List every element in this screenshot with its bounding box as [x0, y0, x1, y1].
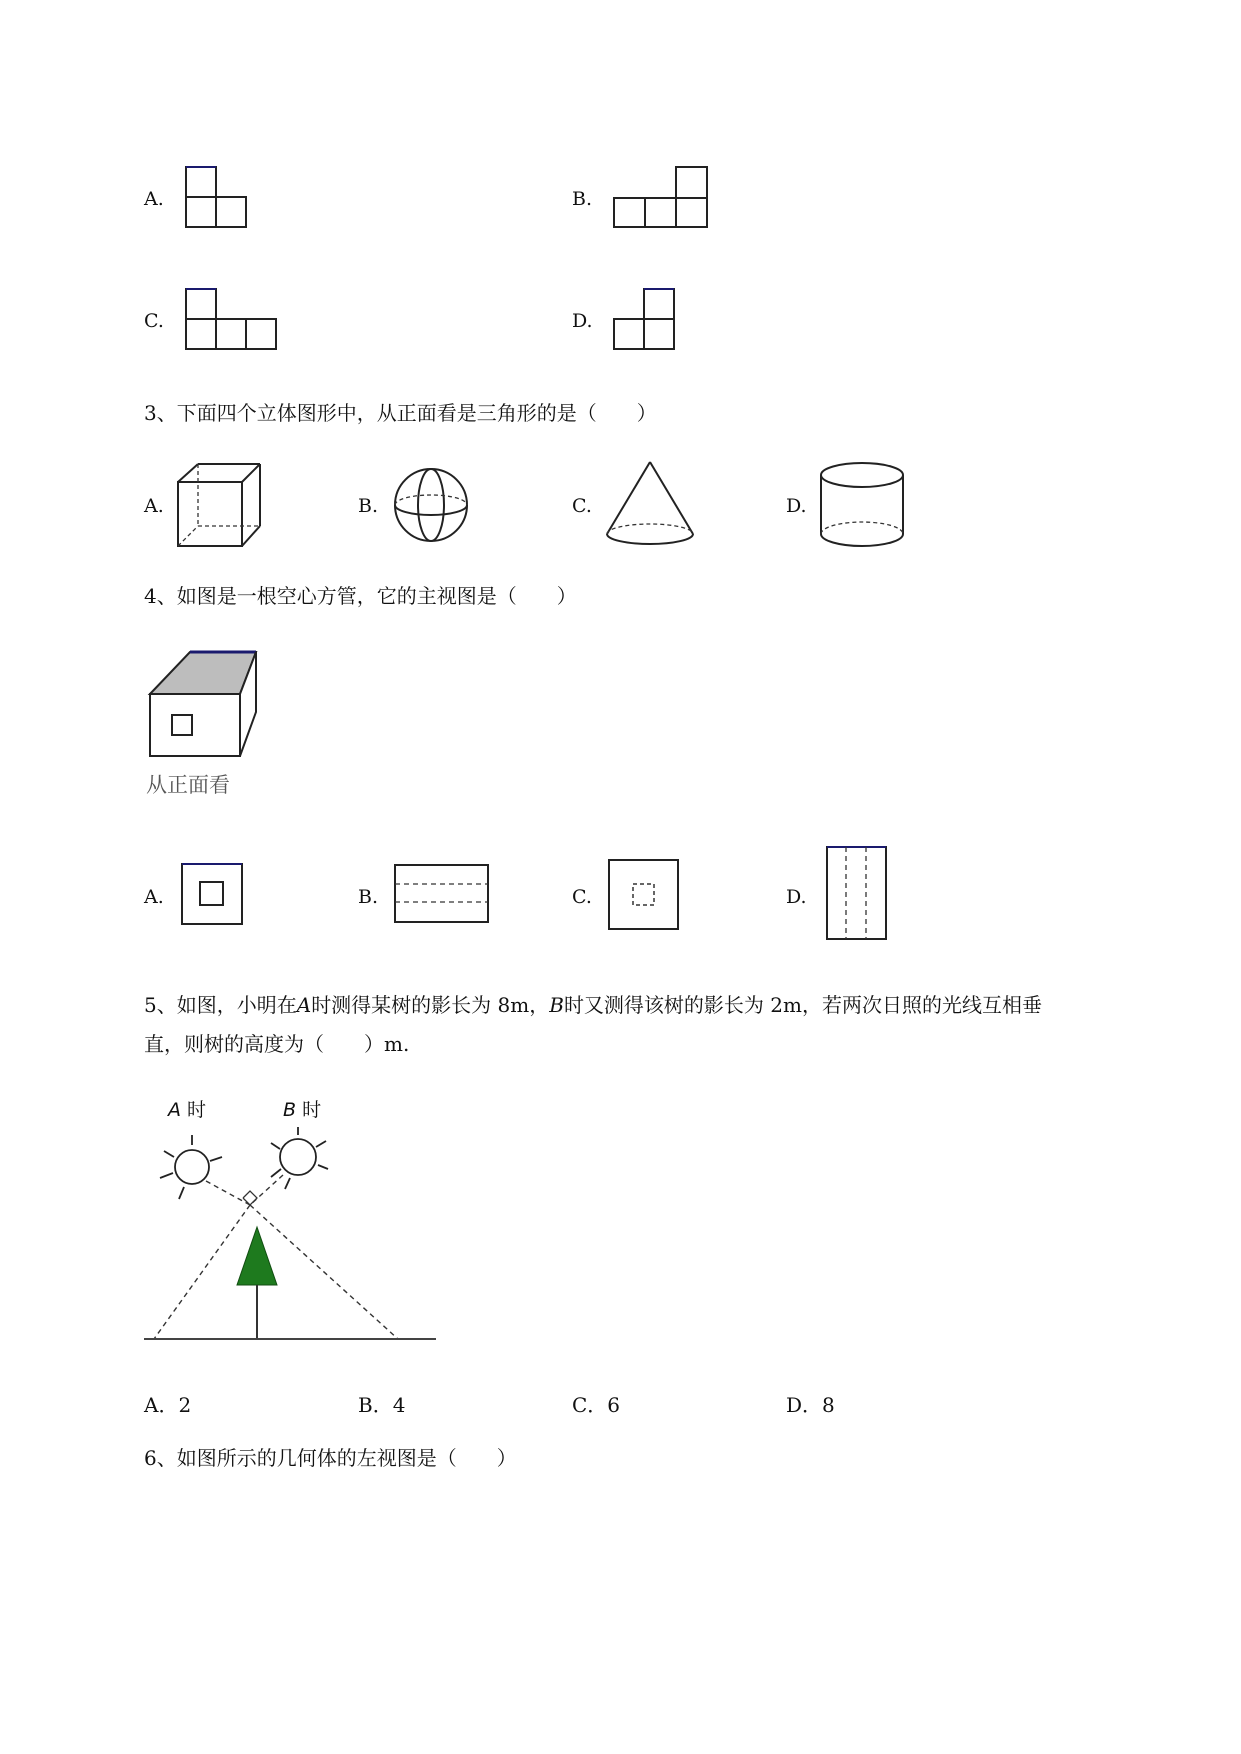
q5-fig-label-a	[168, 1098, 206, 1122]
q2-option-b-figure[interactable]	[613, 166, 709, 230]
q5-question-line1	[144, 993, 1042, 1017]
q4-option-d-label[interactable]: D.	[786, 886, 807, 908]
q4-option-d-figure[interactable]	[826, 846, 890, 942]
q3-option-d-cylinder[interactable]	[818, 460, 906, 550]
q3-option-b-sphere[interactable]	[392, 466, 470, 544]
q2-option-d-figure[interactable]	[613, 288, 677, 352]
q5-line1-part2: 时测得某树的影长为 8m，	[311, 993, 550, 1017]
q3-option-d-label[interactable]: D.	[786, 495, 807, 517]
q3-option-c-cone[interactable]	[604, 460, 696, 548]
q4-option-c-label[interactable]: C.	[572, 886, 592, 908]
q5-option-d[interactable]: D．8	[786, 1393, 835, 1417]
q4-hollow-tube-figure	[148, 650, 258, 760]
q2-option-a-figure[interactable]	[185, 166, 249, 230]
q5-option-b[interactable]: B．4	[358, 1393, 406, 1417]
q3-option-a-label[interactable]: A.	[144, 495, 164, 517]
q5-var-a: A	[296, 993, 312, 1017]
q2-option-c-figure[interactable]	[185, 288, 281, 352]
q4-question-text: 4、如图是一根空心方管，它的主视图是（ ）	[144, 584, 577, 608]
q5-line1-part3: 时又测得该树的影长为 2m，若两次日照的光线互相垂	[563, 993, 1042, 1017]
q5-var-b: B	[549, 993, 564, 1017]
q5-fig-label-b-suffix: 时	[302, 1099, 322, 1121]
q3-option-b-label[interactable]: B.	[358, 495, 379, 517]
sun-a-icon	[160, 1135, 222, 1199]
q4-option-c-figure[interactable]	[608, 859, 680, 931]
q4-figure-caption: 从正面看	[146, 773, 230, 797]
q5-option-a[interactable]: A．2	[144, 1393, 192, 1417]
q5-line1-part1: 5、如图，小明在	[144, 993, 297, 1017]
q5-fig-label-b	[283, 1098, 321, 1122]
q5-fig-label-a-suffix: 时	[187, 1099, 207, 1121]
q2-option-a-label[interactable]: A.	[144, 188, 164, 210]
q5-fig-label-a-letter: A	[168, 1099, 181, 1121]
q4-option-a-figure[interactable]	[181, 863, 243, 925]
q3-option-c-label[interactable]: C.	[572, 495, 592, 517]
q2-option-d-label[interactable]: D.	[572, 310, 593, 332]
q2-option-b-label[interactable]: B.	[572, 188, 593, 210]
q6-question-text: 6、如图所示的几何体的左视图是（ ）	[144, 1446, 517, 1470]
q5-question-line2: 直，则树的高度为（ ）m.	[144, 1032, 410, 1056]
q5-tree-shadow-figure	[140, 1125, 440, 1345]
q2-option-c-label[interactable]: C.	[144, 310, 164, 332]
q4-option-a-label[interactable]: A.	[144, 886, 164, 908]
q3-question-text: 3、下面四个立体图形中，从正面看是三角形的是（ ）	[144, 401, 657, 425]
q5-fig-label-b-letter: B	[283, 1099, 297, 1121]
q4-option-b-label[interactable]: B.	[358, 886, 379, 908]
q3-option-a-cube[interactable]	[176, 462, 262, 548]
q4-option-b-figure[interactable]	[394, 864, 490, 924]
sun-b-icon	[271, 1127, 328, 1189]
q5-option-c[interactable]: C．6	[572, 1393, 621, 1417]
